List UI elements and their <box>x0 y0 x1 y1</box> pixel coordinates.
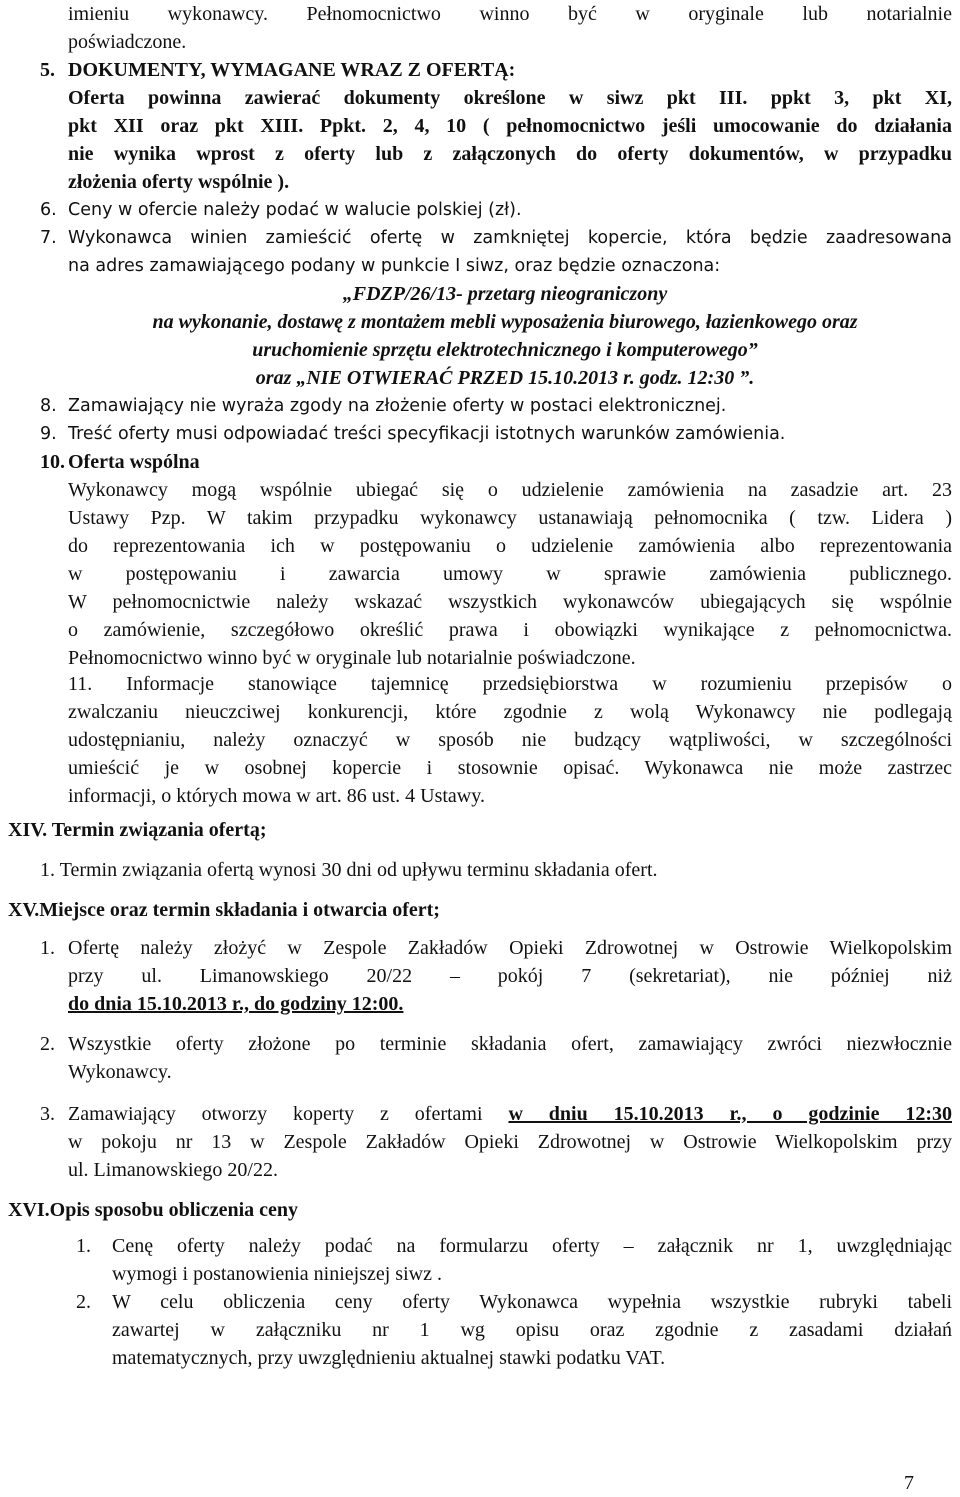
item-5-line-2: pkt XII oraz pkt XIII. Ppkt. 2, 4, 10 ( pełnomocnictwo jeśli umocowanie do działania <box>68 115 952 137</box>
item-10-line-5: W pełnomocnictwie należy wskazać wszystkich wykonawców ubiegających się wspólnie <box>68 591 952 613</box>
item-6-text: Ceny w ofercie należy podać w walucie polskiej (zł). <box>68 200 522 220</box>
section-xv-item-2-line-1: Wszystkie oferty złożone po terminie składania ofert, zamawiający zwróci niezwłocznie <box>68 1033 952 1055</box>
opening-date: w dniu 15.10.2013 r., o godzinie 12:30 <box>508 1103 953 1125</box>
envelope-label-line-3: uruchomienie sprzętu elektrotechnicznego i komputerowego” <box>252 339 758 361</box>
section-xv-title: XV.Miejsce oraz termin składania i otwarcia ofert; <box>8 899 440 921</box>
item-10-line-3: do reprezentowania ich w postępowaniu o udzielenie zamówienia albo reprezentowania <box>68 535 952 557</box>
item-10-title: Oferta wspólna <box>68 451 200 473</box>
section-xv-item-1 <box>40 934 952 1018</box>
section-xiv-title: XIV. Termin związania ofertą; <box>8 819 267 841</box>
item-9-text: Treść oferty musi odpowiadać treści specyfikacji istotnych warunków zamówienia. <box>68 424 786 444</box>
item-10-number: 10. <box>40 451 65 473</box>
section-xvi-item-1-line-1: Cenę oferty należy podać na formularzu oferty – załącznik nr 1, uwzględniając <box>112 1235 952 1257</box>
item-10-line-1: Wykonawcy mogą wspólnie ubiegać się o udzielenie zamówienia na zasadzie art. 23 <box>68 479 952 501</box>
page-number: 7 <box>904 1472 914 1494</box>
section-xvi-item-2-line-3: matematycznych, przy uwzględnieniu aktualnej stawki podatku VAT. <box>112 1347 666 1369</box>
item-10 <box>40 448 952 672</box>
item-7-number: 7. <box>40 228 57 248</box>
envelope-label <box>40 280 960 392</box>
item-11-line-3: udostępnianiu, należy oznaczyć w sposób nie budzący wątpliwości, w szczególności <box>68 729 952 751</box>
item-8-number: 8. <box>40 396 57 416</box>
section-xv-item-1-line-1: Ofertę należy złożyć w Zespole Zakładów Opieki Zdrowotnej w Ostrowie Wielkopolskim <box>68 937 952 959</box>
item-10-line-4: w postępowaniu i zawarcia umowy w sprawie zamówienia publicznego. <box>68 563 952 585</box>
section-xv-item-1-line-2: przy ul. Limanowskiego 20/22 – pokój 7 (sekretariat), nie później niż <box>68 965 952 987</box>
item-5-number: 5. <box>40 59 55 81</box>
item-7-line-1: Wykonawca winien zamieścić ofertę w zamkniętej kopercie, która będzie zaadresowana <box>68 228 952 248</box>
section-xvi-item-2 <box>76 1288 952 1372</box>
section-xv-item-3-text: Zamawiający otworzy koperty z ofertami <box>68 1103 483 1125</box>
section-xvi-item-1 <box>76 1232 952 1288</box>
section-xv-item-1-number: 1. <box>40 937 55 959</box>
envelope-label-line-4: oraz „NIE OTWIERAĆ PRZED 15.10.2013 r. godz. 12:30 ”. <box>255 367 755 389</box>
section-xvi-item-2-number: 2. <box>76 1291 91 1313</box>
submission-deadline: do dnia 15.10.2013 r., do godziny 12:00. <box>68 993 404 1015</box>
item-11-line-1: 11. Informacje stanowiące tajemnicę przedsiębiorstwa w rozumieniu przepisów o <box>68 673 952 695</box>
item-5-line-4: złożenia oferty wspólnie ). <box>68 171 290 193</box>
item-9 <box>40 420 952 448</box>
section-xvi-title: XVI.Opis sposobu obliczenia ceny <box>8 1199 299 1221</box>
section-xv-item-3-number: 3. <box>40 1103 55 1125</box>
section-xvi-item-2-line-1: W celu obliczenia ceny oferty Wykonawca wypełnia wszystkie rubryki tabeli <box>112 1291 952 1313</box>
section-xvi-item-1-line-2: wymogi i postanowienia niniejszej siwz . <box>112 1263 442 1285</box>
section-xv-item-2-line-2: Wykonawcy. <box>68 1061 172 1083</box>
section-xvi-item-2-line-2: zawartej w załączniku nr 1 wg opisu oraz zgodnie z zasadami działań <box>112 1319 952 1341</box>
item-5 <box>40 56 952 196</box>
section-xv-item-2-number: 2. <box>40 1033 55 1055</box>
item-9-number: 9. <box>40 424 57 444</box>
intro-line-2: poświadczone. <box>68 31 187 53</box>
item-5-title: DOKUMENTY, WYMAGANE WRAZ Z OFERTĄ: <box>68 59 516 81</box>
item-11-line-5: informacji, o których mowa w art. 86 ust. 4 Ustawy. <box>68 785 485 807</box>
section-xv-item-2 <box>40 1030 952 1086</box>
section-xv-item-3-line-1 <box>68 1100 952 1128</box>
item-10-line-7: Pełnomocnictwo winno być w oryginale lub notarialnie poświadczone. <box>68 647 636 669</box>
item-6-number: 6. <box>40 200 57 220</box>
section-xvi-item-1-number: 1. <box>76 1235 91 1257</box>
item-7-line-2: na adres zamawiającego podany w punkcie I siwz, oraz będzie oznaczona: <box>68 256 721 276</box>
section-xv-item-3-line-3: ul. Limanowskiego 20/22. <box>68 1159 278 1181</box>
section-xv-item-3 <box>40 1100 952 1184</box>
item-5-line-1: Oferta powinna zawierać dokumenty określone w siwz pkt III. ppkt 3, pkt XI, <box>68 87 952 109</box>
item-7 <box>40 224 952 280</box>
item-11-line-2: zwalczaniu nieuczciwej konkurencji, które zgodnie z wolą Wykonawcy nie podlegają <box>68 701 952 723</box>
section-xv-item-3-line-2: w pokoju nr 13 w Zespole Zakładów Opieki Zdrowotnej w Ostrowie Wielkopolskim przy <box>68 1131 952 1153</box>
item-6 <box>40 196 952 224</box>
item-8 <box>40 392 952 420</box>
intro-line-1: imieniu wykonawcy. Pełnomocnictwo winno być w oryginale lub notarialnie <box>68 3 952 25</box>
item-10-line-2: Ustawy Pzp. W takim przypadku wykonawcy ustanawiają pełnomocnika ( tzw. Lidera ) <box>68 507 952 529</box>
envelope-label-line-1: „FDZP/26/13- przetarg nieograniczony <box>342 283 668 305</box>
item-11 <box>68 670 952 810</box>
item-8-text: Zamawiający nie wyraża zgody na złożenie oferty w postaci elektronicznej. <box>68 396 727 416</box>
intro-paragraph <box>68 0 952 56</box>
envelope-label-line-2: na wykonanie, dostawę z montażem mebli wyposażenia biurowego, łazienkowego oraz <box>152 311 858 333</box>
item-5-line-3: nie wynika wprost z oferty lub z załączonych do oferty dokumentów, w przypadku <box>68 143 952 165</box>
section-xiv-item-1: 1. Termin związania ofertą wynosi 30 dni od upływu terminu składania ofert. <box>40 859 658 881</box>
item-11-line-4: umieścić je w osobnej kopercie i stosownie opisać. Wykonawca nie może zastrzec <box>68 757 952 779</box>
item-10-line-6: o zamówienie, szczegółowo określić prawa i obowiązki wynikające z pełnomocnictwa. <box>68 619 952 641</box>
